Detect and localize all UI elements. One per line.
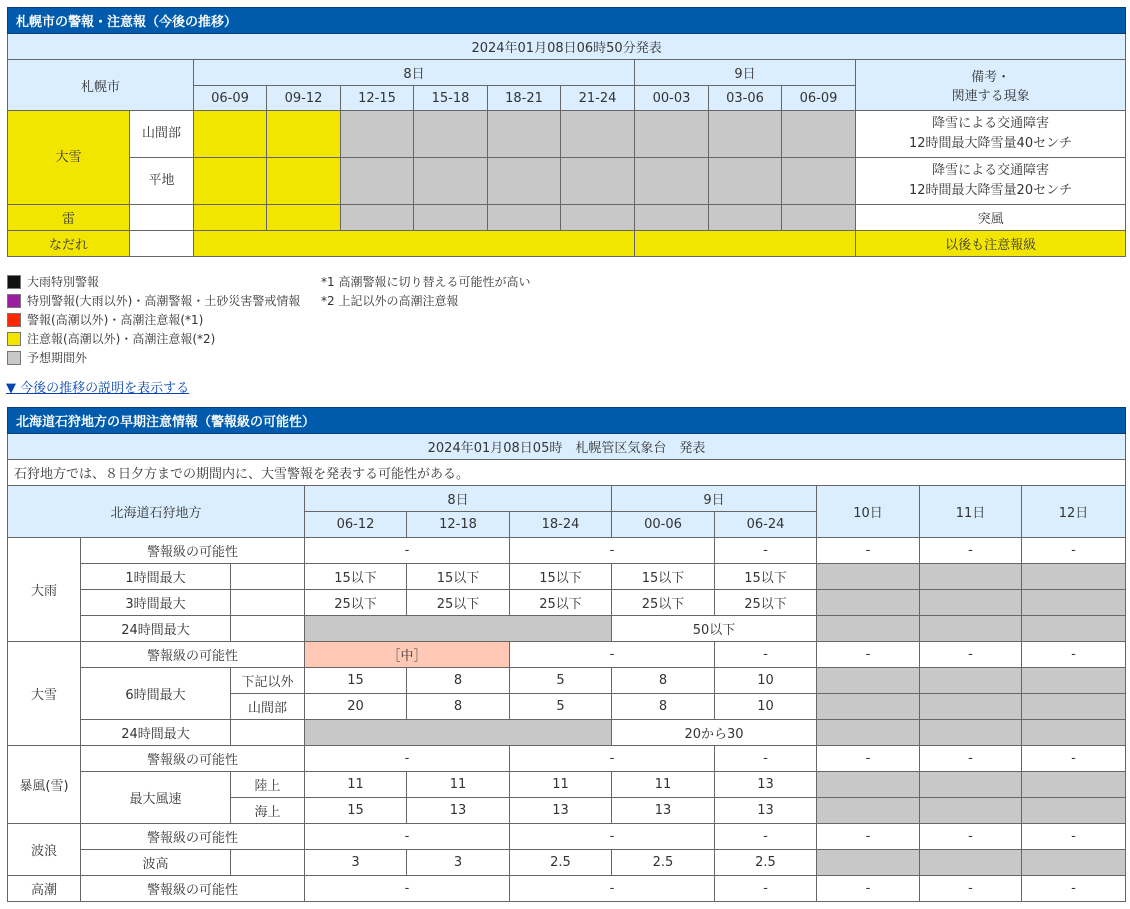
- legend-item: [7, 348, 300, 367]
- value-cell: 10: [715, 694, 817, 720]
- status-cell: [782, 205, 856, 231]
- remarks-mountain: [856, 111, 1126, 158]
- value-cell: -: [817, 538, 920, 564]
- legend-item: [7, 272, 300, 291]
- legend-label: 特別警報(大雨以外)・高潮警報・土砂災害警戒情報: [27, 294, 301, 308]
- remarks-header: [856, 60, 1126, 111]
- remarks-thunder: 突風: [856, 205, 1126, 231]
- value-cell: -: [510, 538, 715, 564]
- remarks-plain: [856, 158, 1126, 205]
- remarks-avalanche: 以後も注意報級: [856, 231, 1126, 257]
- status-cell: [635, 158, 709, 205]
- time-header: 12-18: [407, 512, 510, 538]
- category-heavy-snow: 大雪: [8, 642, 81, 746]
- summary-text: 石狩地方では、８日夕方までの期間内に、大雪警報を発表する可能性がある。: [8, 460, 1126, 486]
- value-cell: 25以下: [612, 590, 715, 616]
- out-of-range-cell: [817, 850, 920, 876]
- legend-swatch: [7, 294, 21, 308]
- warning-transition-table: [7, 7, 1126, 257]
- time-header: 06-09: [194, 86, 267, 111]
- out-of-range-cell: [920, 772, 1022, 798]
- label-max-3h: 3時間最大: [81, 590, 231, 616]
- value-cell: -: [510, 824, 715, 850]
- remark-line: 12時間最大降雪量40センチ: [909, 136, 1073, 151]
- legend-swatch: [7, 275, 21, 289]
- show-explanation-link[interactable]: ▼ 今後の推移の説明を表示する: [6, 381, 190, 396]
- value-cell: 50以下: [612, 616, 817, 642]
- value-cell: 11: [612, 772, 715, 798]
- legend-item: [7, 291, 300, 310]
- category-tide: 高潮: [8, 876, 81, 902]
- value-cell: 25以下: [715, 590, 817, 616]
- time-header: 00-06: [612, 512, 715, 538]
- value-cell: -: [817, 824, 920, 850]
- empty-cell: [130, 231, 194, 257]
- time-header: 00-03: [635, 86, 709, 111]
- out-of-range-cell: [305, 720, 612, 746]
- status-cell: [488, 158, 561, 205]
- day-header-8: 8日: [305, 486, 612, 512]
- label-max-24h: 24時間最大: [81, 616, 231, 642]
- time-header: 18-21: [488, 86, 561, 111]
- status-cell: [635, 231, 856, 257]
- label-possibility: 警報級の可能性: [81, 824, 305, 850]
- region-header: 北海道石狩地方: [8, 486, 305, 538]
- value-cell: -: [920, 746, 1022, 772]
- time-header: 15-18: [414, 86, 488, 111]
- city-header: 札幌市: [8, 60, 194, 111]
- value-cell: -: [1022, 538, 1126, 564]
- status-cell: [561, 111, 635, 158]
- out-of-range-cell: [305, 616, 612, 642]
- label-possibility: 警報級の可能性: [81, 876, 305, 902]
- category-wave: 波浪: [8, 824, 81, 876]
- label-land: 陸上: [231, 772, 305, 798]
- value-cell: -: [715, 642, 817, 668]
- time-header: 12-15: [341, 86, 414, 111]
- value-cell: -: [817, 746, 920, 772]
- row-label-snow: 大雪: [8, 111, 130, 205]
- status-cell: [635, 205, 709, 231]
- status-cell: [414, 158, 488, 205]
- legend-label: 予想期間外: [27, 351, 88, 365]
- value-cell: 15以下: [510, 564, 612, 590]
- empty-cell: [231, 590, 305, 616]
- value-cell: 11: [407, 772, 510, 798]
- value-cell: 15以下: [407, 564, 510, 590]
- status-cell: [561, 205, 635, 231]
- note: *1 高潮警報に切り替える可能性が高い: [321, 275, 531, 289]
- legend-item: [7, 329, 300, 348]
- legend-swatch: [7, 313, 21, 327]
- value-cell: 8: [612, 668, 715, 694]
- value-cell: 25以下: [510, 590, 612, 616]
- value-cell: 5: [510, 668, 612, 694]
- status-cell: [194, 111, 267, 158]
- remarks-header-line1: 備考・: [971, 70, 1011, 85]
- value-cell: 3: [407, 850, 510, 876]
- label-max-wind: 最大風速: [81, 772, 231, 824]
- status-cell: [488, 111, 561, 158]
- time-header: 09-12: [267, 86, 341, 111]
- status-cell: [267, 111, 341, 158]
- label-wave-height: 波高: [81, 850, 231, 876]
- time-header: 06-24: [715, 512, 817, 538]
- label-possibility: 警報級の可能性: [81, 538, 305, 564]
- status-cell: [782, 158, 856, 205]
- label-max-24h: 24時間最大: [81, 720, 231, 746]
- value-cell: -: [715, 876, 817, 902]
- out-of-range-cell: [817, 590, 920, 616]
- out-of-range-cell: [920, 590, 1022, 616]
- out-of-range-cell: [1022, 772, 1126, 798]
- value-cell: -: [510, 876, 715, 902]
- status-cell: [488, 205, 561, 231]
- table-title: 北海道石狩地方の早期注意情報（警報級の可能性）: [8, 408, 1126, 434]
- legend-swatch: [7, 332, 21, 346]
- label-possibility: 警報級の可能性: [81, 746, 305, 772]
- row-label-plain: 平地: [130, 158, 194, 205]
- category-heavy-rain: 大雨: [8, 538, 81, 642]
- label-max-6h: 6時間最大: [81, 668, 231, 720]
- label-max-1h: 1時間最大: [81, 564, 231, 590]
- label-other-area: 下記以外: [231, 668, 305, 694]
- out-of-range-cell: [817, 668, 920, 694]
- day-header-11: 11日: [920, 486, 1022, 538]
- label-mountain-area: 山間部: [231, 694, 305, 720]
- out-of-range-cell: [817, 772, 920, 798]
- value-cell: 13: [715, 798, 817, 824]
- early-warning-table: [7, 407, 1126, 902]
- out-of-range-cell: [1022, 668, 1126, 694]
- value-cell: -: [817, 876, 920, 902]
- value-cell: 2.5: [715, 850, 817, 876]
- value-cell: -: [510, 746, 715, 772]
- status-cell: [194, 205, 267, 231]
- empty-cell: [231, 850, 305, 876]
- out-of-range-cell: [920, 616, 1022, 642]
- value-cell: -: [305, 824, 510, 850]
- status-cell: [635, 111, 709, 158]
- value-cell: 11: [305, 772, 407, 798]
- status-cell: [561, 158, 635, 205]
- row-label-avalanche: なだれ: [8, 231, 130, 257]
- out-of-range-cell: [817, 694, 920, 720]
- out-of-range-cell: [1022, 798, 1126, 824]
- time-header: 03-06: [709, 86, 782, 111]
- value-cell: -: [920, 824, 1022, 850]
- empty-cell: [231, 616, 305, 642]
- value-cell: 25以下: [407, 590, 510, 616]
- value-cell: 13: [510, 798, 612, 824]
- out-of-range-cell: [1022, 590, 1126, 616]
- value-cell: 3: [305, 850, 407, 876]
- remark-line: 12時間最大降雪量20センチ: [909, 183, 1073, 198]
- out-of-range-cell: [1022, 720, 1126, 746]
- day-header-9: 9日: [635, 60, 856, 86]
- out-of-range-cell: [817, 616, 920, 642]
- out-of-range-cell: [920, 668, 1022, 694]
- status-cell: [341, 158, 414, 205]
- legend-swatch: [7, 351, 21, 365]
- value-cell: 8: [612, 694, 715, 720]
- remark-line: 降雪による交通障害: [932, 163, 1050, 178]
- out-of-range-cell: [920, 798, 1022, 824]
- status-cell: [341, 205, 414, 231]
- status-cell: [414, 205, 488, 231]
- issued-time: 2024年01月08日06時50分発表: [8, 34, 1126, 60]
- value-cell: -: [920, 876, 1022, 902]
- value-cell: 15: [305, 668, 407, 694]
- value-cell: 15以下: [612, 564, 715, 590]
- time-header: 06-09: [782, 86, 856, 111]
- status-cell: [194, 158, 267, 205]
- status-cell: [267, 158, 341, 205]
- time-header: 18-24: [510, 512, 612, 538]
- value-cell: 2.5: [612, 850, 715, 876]
- empty-cell: [231, 720, 305, 746]
- legend-label: 大雨特別警報: [27, 275, 100, 289]
- status-cell: [267, 205, 341, 231]
- value-cell: 13: [612, 798, 715, 824]
- value-cell: -: [305, 876, 510, 902]
- value-cell: 8: [407, 694, 510, 720]
- label-possibility: 警報級の可能性: [81, 642, 305, 668]
- value-cell: 20から30: [612, 720, 817, 746]
- out-of-range-cell: [1022, 694, 1126, 720]
- value-cell: 15: [305, 798, 407, 824]
- value-cell: -: [1022, 824, 1126, 850]
- row-label-thunder: 雷: [8, 205, 130, 231]
- value-cell: -: [305, 538, 510, 564]
- out-of-range-cell: [920, 694, 1022, 720]
- out-of-range-cell: [817, 798, 920, 824]
- legend: [7, 272, 300, 367]
- value-cell: 2.5: [510, 850, 612, 876]
- out-of-range-cell: [817, 564, 920, 590]
- legend-label: 警報(高潮以外)・高潮注意報(*1): [27, 313, 204, 327]
- value-cell: 11: [510, 772, 612, 798]
- value-cell: 15以下: [305, 564, 407, 590]
- status-cell: [709, 205, 782, 231]
- category-storm: 暴風(雪): [8, 746, 81, 824]
- possibility-medium-cell: ［中］: [305, 642, 510, 668]
- value-cell: 8: [407, 668, 510, 694]
- legend-notes: [321, 272, 530, 310]
- note: *2 上記以外の高潮注意報: [321, 294, 459, 308]
- remarks-header-line2: 関連する現象: [951, 89, 1030, 104]
- issued-time: 2024年01月08日05時 札幌管区気象台 発表: [8, 434, 1126, 460]
- out-of-range-cell: [920, 720, 1022, 746]
- value-cell: -: [1022, 642, 1126, 668]
- day-header-9: 9日: [612, 486, 817, 512]
- value-cell: -: [715, 824, 817, 850]
- label-sea: 海上: [231, 798, 305, 824]
- out-of-range-cell: [817, 720, 920, 746]
- status-cell: [194, 231, 635, 257]
- value-cell: 25以下: [305, 590, 407, 616]
- empty-cell: [130, 205, 194, 231]
- out-of-range-cell: [920, 850, 1022, 876]
- value-cell: -: [305, 746, 510, 772]
- value-cell: -: [1022, 876, 1126, 902]
- value-cell: 5: [510, 694, 612, 720]
- value-cell: 13: [715, 772, 817, 798]
- value-cell: -: [1022, 746, 1126, 772]
- value-cell: 15以下: [715, 564, 817, 590]
- status-cell: [414, 111, 488, 158]
- time-header: 21-24: [561, 86, 635, 111]
- value-cell: 10: [715, 668, 817, 694]
- value-cell: -: [920, 642, 1022, 668]
- remark-line: 降雪による交通障害: [932, 116, 1050, 131]
- status-cell: [341, 111, 414, 158]
- table-title: 札幌市の警報・注意報（今後の推移）: [8, 8, 1126, 34]
- value-cell: -: [715, 746, 817, 772]
- value-cell: -: [715, 538, 817, 564]
- day-header-8: 8日: [194, 60, 635, 86]
- empty-cell: [231, 564, 305, 590]
- out-of-range-cell: [1022, 616, 1126, 642]
- time-header: 06-12: [305, 512, 407, 538]
- legend-label: 注意報(高潮以外)・高潮注意報(*2): [27, 332, 216, 346]
- status-cell: [709, 111, 782, 158]
- out-of-range-cell: [1022, 564, 1126, 590]
- status-cell: [782, 111, 856, 158]
- day-header-10: 10日: [817, 486, 920, 538]
- row-label-mountain: 山間部: [130, 111, 194, 158]
- status-cell: [709, 158, 782, 205]
- out-of-range-cell: [1022, 850, 1126, 876]
- value-cell: 13: [407, 798, 510, 824]
- legend-item: [7, 310, 300, 329]
- day-header-12: 12日: [1022, 486, 1126, 538]
- value-cell: 20: [305, 694, 407, 720]
- value-cell: -: [920, 538, 1022, 564]
- value-cell: -: [817, 642, 920, 668]
- out-of-range-cell: [920, 564, 1022, 590]
- value-cell: -: [510, 642, 715, 668]
